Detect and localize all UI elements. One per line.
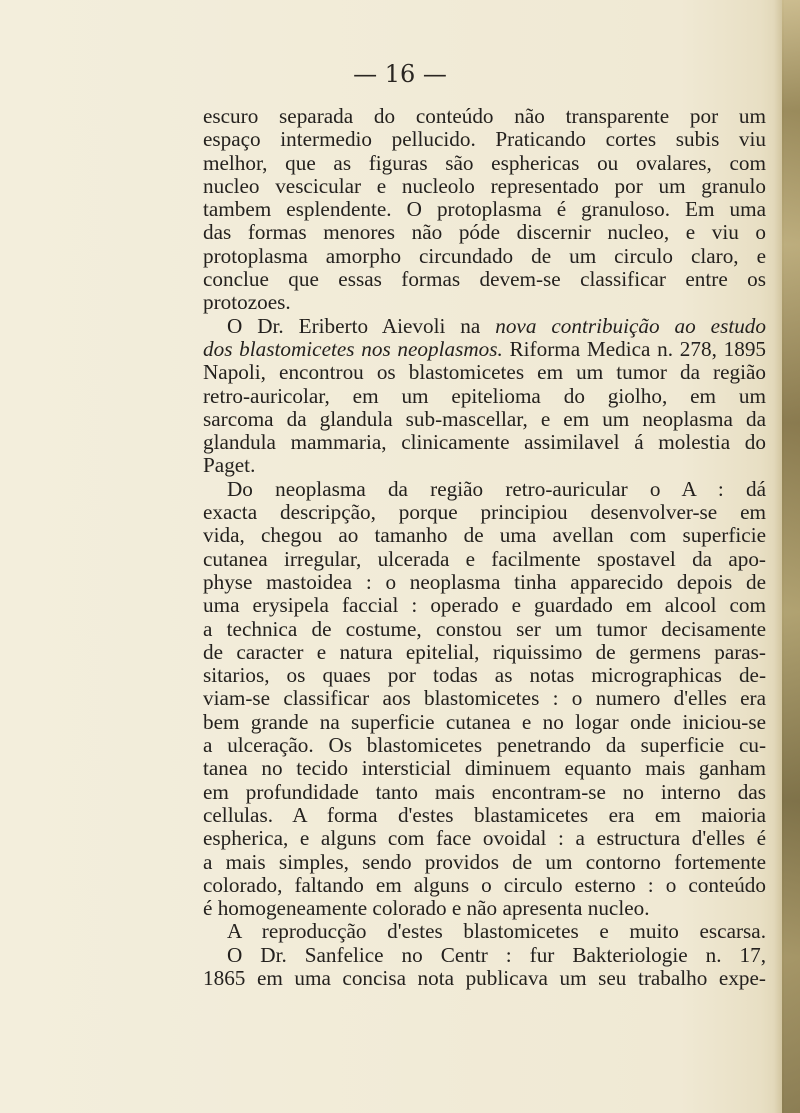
line-text: A reproducção d'estes blastomicetes e muito escarsa.	[227, 919, 766, 944]
text-line	[203, 851, 766, 874]
line-text: O Dr. Sanfelice no Centr : fur Bakteriologie n. 17,	[227, 942, 766, 967]
line-text: protozoes.	[203, 290, 291, 315]
page-edge	[782, 0, 800, 1113]
text-line	[203, 128, 766, 151]
line-text: sitarios, os quaes por todas as notas micrographicas de-	[203, 663, 766, 688]
italic-text: nova contribuição ao estudo	[495, 313, 766, 338]
text-line	[203, 757, 766, 780]
line-text: sarcoma da glandula sub-mascellar, e em um neoplasma da	[203, 406, 766, 431]
text-line	[203, 804, 766, 827]
line-text: vida, chegou ao tamanho de uma avellan com superficie	[203, 523, 766, 548]
italic-text: dos blastomicetes nos neoplasmos.	[203, 336, 503, 361]
line-text: cutanea irregular, ulcerada e facilmente spostavel da apo-	[203, 546, 766, 571]
line-text: bem grande na superficie cutanea e no logar onde iniciou-se	[203, 709, 766, 734]
text-line	[203, 664, 766, 687]
line-text: tanea no tecido intersticial diminuem equanto mais ganham	[203, 756, 766, 781]
line-text: uma erysipela faccial : operado e guardado em alcool com	[203, 593, 766, 618]
line-text: é homogeneamente colorado e não apresenta nucleo.	[203, 896, 650, 921]
text-line	[203, 385, 766, 408]
text-line	[203, 571, 766, 594]
text-line	[203, 152, 766, 175]
text-line	[203, 221, 766, 244]
text-line	[203, 827, 766, 850]
text-line	[203, 245, 766, 268]
line-text: O Dr. Eriberto Aievoli na	[227, 313, 496, 338]
line-text: Napoli, encontrou os blastomicetes em um tumor da região	[203, 360, 766, 385]
text-line	[203, 641, 766, 664]
text-line	[203, 711, 766, 734]
line-text: physe mastoidea : o neoplasma tinha apparecido depois de	[203, 569, 766, 594]
line-text: tambem esplendente. O protoplasma é granuloso. Em uma	[203, 197, 766, 222]
line-text: retro-auricolar, em um epitelioma do giolho, em um	[203, 383, 766, 408]
line-text: a technica de costume, constou ser um tumor decisamente	[203, 616, 766, 641]
text-line	[203, 524, 766, 547]
text-line	[203, 175, 766, 198]
text-line	[203, 431, 766, 454]
text-line	[203, 478, 766, 501]
text-line	[203, 291, 766, 314]
text-line	[203, 897, 766, 920]
line-text: glandula mammaria, clinicamente assimilavel á molestia do	[203, 430, 766, 455]
page-number: — 16 —	[353, 60, 447, 88]
text-line	[203, 501, 766, 524]
line-text: a mais simples, sendo providos de um contorno fortemente	[203, 849, 766, 874]
text-line	[203, 874, 766, 897]
text-line	[203, 315, 766, 338]
line-text: conclue que essas formas devem-se classificar entre os	[203, 267, 766, 292]
text-line	[203, 268, 766, 291]
line-text: espaço intermedio pellucido. Praticando cortes subis viu	[203, 127, 766, 152]
line-text: melhor, que as figuras são esphericas ou ovalares, com	[203, 150, 766, 175]
line-text: nucleo vescicular e nucleolo representado por um granulo	[203, 173, 766, 198]
line-text: cellulas. A forma d'estes blastamicetes era em maioria	[203, 802, 766, 827]
text-line	[203, 618, 766, 641]
line-text: em profundidade tanto mais encontram-se no interno das	[203, 779, 766, 804]
text-line	[203, 734, 766, 757]
text-line	[203, 198, 766, 221]
text-line	[203, 548, 766, 571]
text-line	[203, 105, 766, 128]
line-text: escuro separada do conteúdo não transparente por um	[203, 104, 766, 128]
text-line	[203, 687, 766, 710]
line-text: 1865 em uma concisa nota publicava um seu trabalho expe-	[203, 965, 766, 990]
text-line	[203, 944, 766, 967]
line-text: colorado, faltando em alguns o circulo esterno : o conteúdo	[203, 872, 766, 897]
body-text	[203, 105, 766, 990]
line-text: protoplasma amorpho circundado de um circulo claro, e	[203, 243, 766, 268]
line-text: a ulceração. Os blastomicetes penetrando da superficie cu-	[203, 733, 766, 758]
text-line	[203, 408, 766, 431]
line-text: espherica, e alguns com face ovoidal : a estructura d'elles é	[203, 826, 766, 851]
text-line	[203, 920, 766, 943]
line-text: Paget.	[203, 453, 256, 478]
text-line	[203, 454, 766, 477]
line-text: de caracter e natura epitelial, riquissimo de germens paras-	[203, 639, 766, 664]
line-text: viam-se classificar aos blastomicetes : o numero d'elles era	[203, 686, 766, 711]
text-line	[203, 967, 766, 990]
line-text: exacta descripção, porque principiou desenvolver-se em	[203, 500, 766, 525]
text-line	[203, 594, 766, 617]
line-text: Do neoplasma da região retro-auricular o A : dá	[227, 476, 766, 501]
text-line	[203, 338, 766, 361]
text-line	[203, 361, 766, 384]
line-text: das formas menores não póde discernir nucleo, e viu o	[203, 220, 766, 245]
text-line	[203, 781, 766, 804]
line-text: Riforma Medica n. 278, 1895	[502, 336, 767, 361]
